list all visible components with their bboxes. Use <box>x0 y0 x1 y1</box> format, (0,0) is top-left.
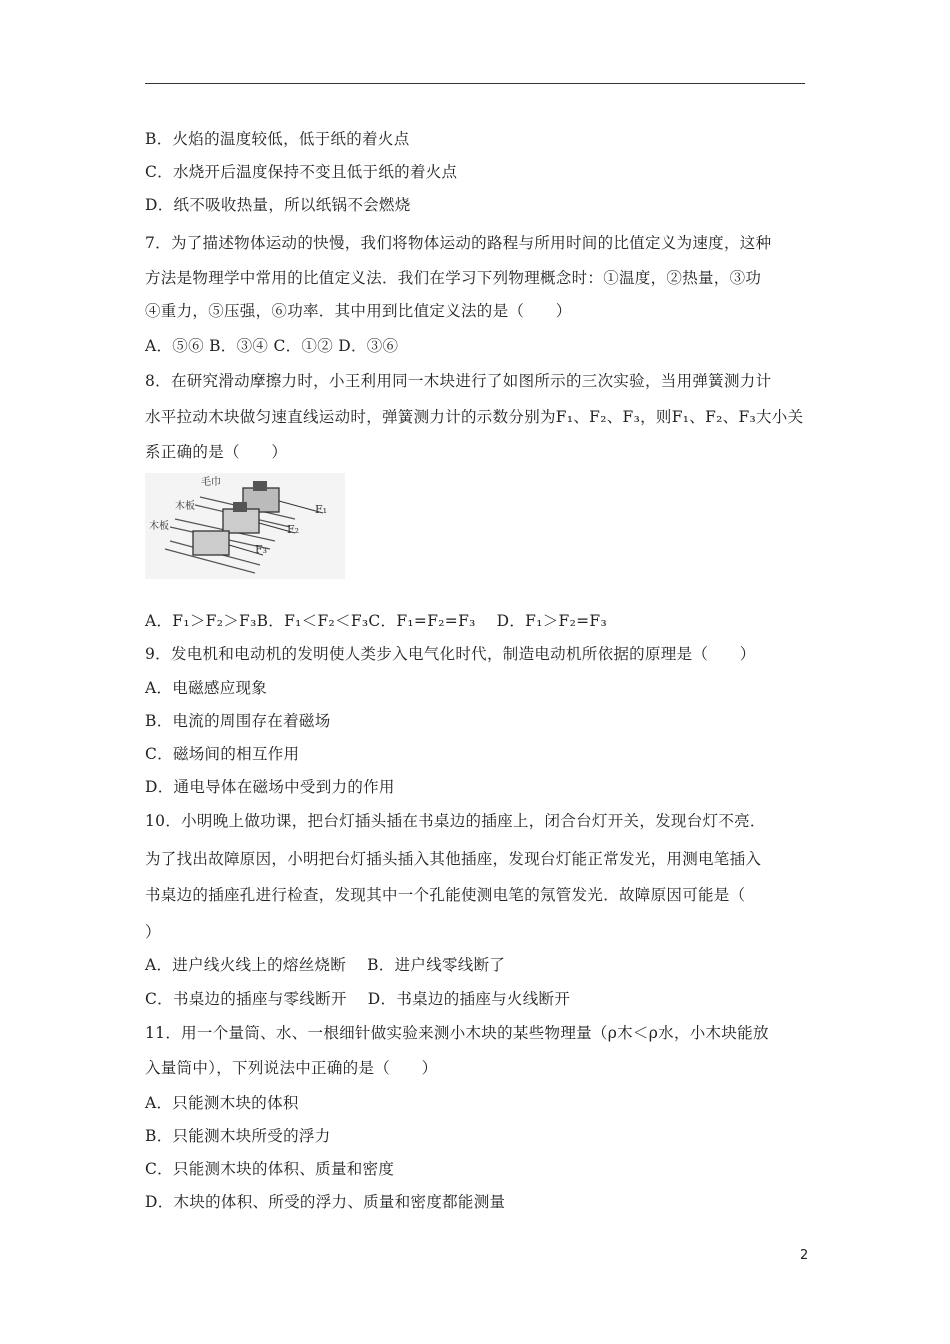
label-board-2: 木板 <box>149 521 169 532</box>
header-rule <box>145 83 805 84</box>
option-6b: B．火焰的温度较低，低于纸的着火点 <box>145 130 410 148</box>
label-f2: F₂ <box>287 523 300 536</box>
question-7-line-2: 方法是物理学中常用的比值定义法．我们在学习下列物理概念时：①温度，②热量，③功 <box>145 269 762 287</box>
question-11-line-2: 入量筒中），下列说法中正确的是（ ） <box>145 1059 438 1077</box>
option-11b: B．只能测木块所受的浮力 <box>145 1127 331 1145</box>
question-10-line-2: 为了找出故障原因，小明把台灯插头插入其他插座，发现台灯能正常发光，用测电笔插入 <box>145 850 762 868</box>
question-10-line-1: 10．小明晚上做功课，把台灯插头插在书桌边的插座上，闭合台灯开关，发现台灯不亮． <box>145 812 766 830</box>
option-9d: D．通电导体在磁场中受到力的作用 <box>145 778 395 796</box>
question-7-options: A．⑤⑥ B．③④ C．①② D．③⑥ <box>145 337 399 355</box>
option-11d: D．木块的体积、所受的浮力、质量和密度都能测量 <box>145 1193 506 1211</box>
option-6d: D．纸不吸收热量，所以纸锅不会燃烧 <box>145 196 411 214</box>
question-10-options-cd: C．书桌边的插座与零线断开 D．书桌边的插座与火线断开 <box>145 990 571 1008</box>
friction-experiment-figure <box>145 473 345 579</box>
question-10-line-3: 书桌边的插座孔进行检查，发现其中一个孔能使测电笔的氖管发光．故障原因可能是（ <box>145 886 746 904</box>
question-7-line-1: 7．为了描述物体运动的快慢，我们将物体运动的路程与所用时间的比值定义为速度，这种 <box>145 234 772 252</box>
label-towel: 毛巾 <box>201 477 221 488</box>
question-9: 9．发电机和电动机的发明使人类步入电气化时代，制造电动机所依据的原理是（ ） <box>145 645 756 663</box>
option-9c: C．磁场间的相互作用 <box>145 745 300 763</box>
question-10-options-ab: A．进户线火线上的熔丝烧断 B．进户线零线断了 <box>145 956 506 974</box>
label-f3: F₃ <box>255 543 268 556</box>
question-8-options: A．F₁＞F₂＞F₃B．F₁＜F₂＜F₃C．F₁=F₂=F₃ D．F₁＞F₂=F₃ <box>145 612 607 630</box>
option-9b: B．电流的周围存在着磁场 <box>145 712 331 730</box>
label-board-1: 木板 <box>175 501 195 512</box>
page-number: 2 <box>800 1248 809 1263</box>
question-11-line-1: 11．用一个量筒、水、一根细针做实验来测小木块的某些物理量（ρ木＜ρ水，小木块能放 <box>145 1024 769 1042</box>
option-9a: A．电磁感应现象 <box>145 679 268 697</box>
question-8-line-2: 水平拉动木块做匀速直线运动时，弹簧测力计的示数分别为F₁、F₂、F₃，则F₁、F₂、F₃大小关 <box>145 408 804 426</box>
question-8-line-3: 系正确的是（ ） <box>145 443 288 461</box>
option-11a: A．只能测木块的体积 <box>145 1094 299 1112</box>
question-7-line-3: ④重力，⑤压强，⑥功率．其中用到比值定义法的是（ ） <box>145 302 572 320</box>
label-f1: F₁ <box>315 503 328 516</box>
option-11c: C．只能测木块的体积、质量和密度 <box>145 1160 395 1178</box>
question-8-line-1: 8．在研究滑动摩擦力时，小王利用同一木块进行了如图所示的三次实验，当用弹簧测力计 <box>145 372 772 390</box>
option-6c: C．水烧开后温度保持不变且低于纸的着火点 <box>145 163 458 181</box>
question-10-line-4: ） <box>145 923 161 941</box>
